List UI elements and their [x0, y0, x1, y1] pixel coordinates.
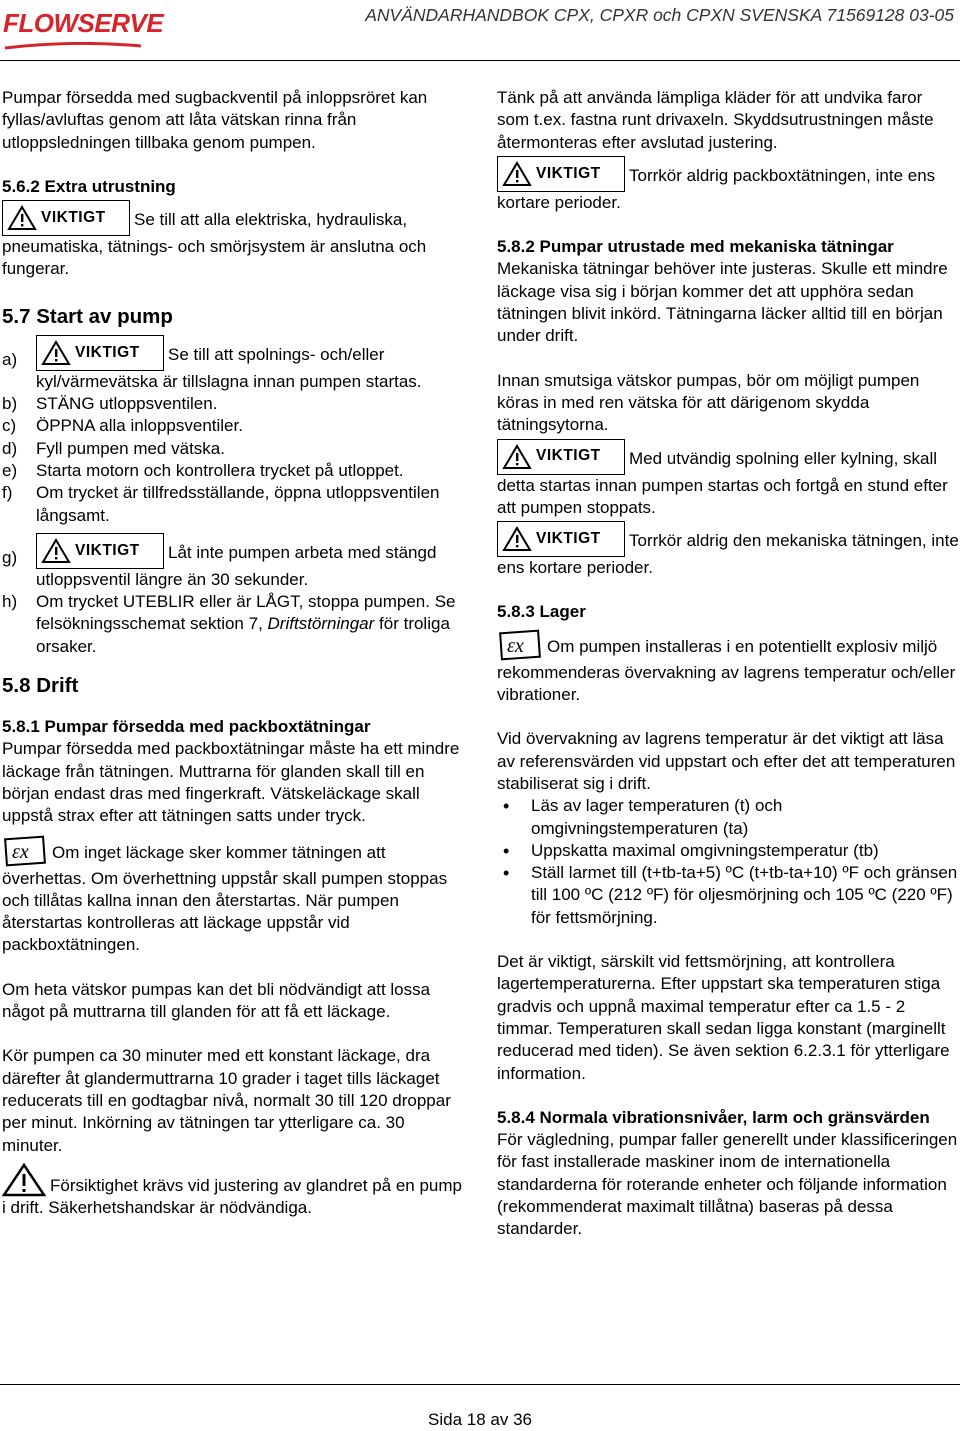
- explosion-ex-icon: [2, 834, 48, 868]
- ex-notice: [497, 628, 959, 707]
- logo-swoosh-icon: [3, 42, 143, 52]
- notice-text: Försiktighet krävs vid justering av glandret på en pump i drift. Säkerhetshandskar är nödvändiga.: [2, 1175, 462, 1218]
- list-item: • Ställ larmet till (t+tb-ta+5) ºC (t+tb-ta+10) ºF och gränsen till 100 ºC (212 ºF) för oljesmörjning och 105 ºC (220 ºF) för fettsmörjning.: [497, 862, 959, 929]
- left-column: [2, 87, 464, 1219]
- viktigt-badge: [36, 533, 164, 569]
- paragraph: Det är viktigt, särskilt vid fettsmörjning, att kontrollera lagertemperaturerna. Efter uppstart ska temperaturen stiga gradvis och uppnå maximal temperatur efter ca 1.5 - 2 timmar. Temperaturen skall sedan ligga konstant (marginellt reducerad med tiden). Se även sektion 6.2.3.1 för ytterligare information.: [497, 952, 950, 1083]
- paragraph: Innan smutsiga vätskor pumpas, bör om möjligt pumpen köras in med ren vätska för att därigenom skydda tätningsytorna.: [497, 370, 920, 435]
- list-item: [2, 482, 464, 527]
- list-item: [2, 438, 464, 460]
- warning-triangle-icon: [502, 161, 532, 187]
- section-heading-5-8-1: 5.8.1 Pumpar försedda med packboxtätningar: [2, 717, 371, 737]
- list-item: [2, 393, 464, 415]
- list-item-text: Låt inte pumpen arbeta med stängd utloppsventil längre än 30 sekunder.: [36, 542, 437, 589]
- paragraph: Tänk på att använda lämpliga kläder för att undvika faror som t.ex. fastna runt drivaxeln. Skyddsutrustningen måste återmonteras efter avslutad justering.: [497, 88, 934, 152]
- section-heading-5-7: 5.7 Start av pump: [2, 304, 173, 328]
- viktigt-label: VIKTIGT: [536, 530, 601, 547]
- viktigt-notice: [497, 439, 959, 520]
- warning-triangle-icon: [502, 444, 532, 470]
- svg-text:εx: εx: [507, 634, 524, 657]
- list-item: [2, 591, 464, 658]
- viktigt-label: VIKTIGT: [75, 541, 140, 559]
- header-divider: [0, 60, 960, 61]
- viktigt-badge: [2, 200, 130, 236]
- paragraph: Pumpar försedda med packboxtätningar måste ha ett mindre läckage från tätningen. Muttrarna för glanden skall till en början endast dras med fingerkraft. Vätskeläckage skall uppstå strax efter att tätningen satts under tryck.: [2, 739, 460, 826]
- flowserve-logo: [3, 4, 164, 54]
- list-marker: f): [2, 483, 13, 503]
- list-item-text: Starta motorn och kontrollera trycket på utloppet.: [36, 460, 404, 480]
- viktigt-badge: [497, 521, 625, 557]
- warning-triangle-icon: [502, 526, 532, 552]
- list-marker: c): [2, 416, 17, 436]
- viktigt-badge: [497, 439, 625, 475]
- section-heading-5-6-2: 5.6.2 Extra utrustning: [2, 176, 176, 196]
- list-marker: e): [2, 460, 18, 480]
- document-title: ANVÄNDARHANDBOK CPX, CPXR och CPXN SVENSKA 71569128 03-05: [365, 5, 954, 25]
- page-footer: [0, 1384, 960, 1429]
- warning-triangle-icon: [7, 205, 37, 231]
- paragraph: Mekaniska tätningar behöver inte justeras. Skulle ett mindre läckage visa sig i början kommer det att upphöra sedan tätningen blivit inkörd. Tätningarna läcker alltid till en början under drift.: [497, 259, 948, 346]
- paragraph: För vägledning, pumpar faller generellt under klassificeringen för fast installerade maskiner inom de internationella standarderna för roterande enheter och följande information (rekommenderat maximalt tillåtna) baseras på dessa standarder.: [497, 1130, 958, 1239]
- logo-text: FLOWSERVE: [3, 8, 164, 38]
- list-item: • Läs av lager temperaturen (t) och omgivningstemperaturen (ta): [497, 795, 959, 840]
- section-heading-5-8: 5.8 Drift: [2, 674, 79, 698]
- list-item: • Uppskatta maximal omgivningstemperatur (tb): [497, 840, 959, 862]
- viktigt-badge: [497, 156, 625, 192]
- list-item-text: för troliga orsaker.: [36, 614, 450, 656]
- start-steps-list: [2, 335, 464, 658]
- viktigt-label: VIKTIGT: [75, 343, 140, 361]
- list-item: [2, 533, 464, 591]
- svg-text:εx: εx: [12, 840, 29, 863]
- paragraph: Pumpar försedda med sugbackventil på inloppsröret kan fyllas/avluftas genom att låta vätskan rinna från utloppsledningen tillbaka genom pumpen.: [2, 88, 428, 152]
- viktigt-badge: [36, 335, 164, 371]
- bullet-list: [497, 795, 959, 929]
- warning-triangle-icon: [41, 538, 71, 564]
- list-marker: a): [2, 349, 18, 369]
- warning-notice: [2, 1163, 464, 1220]
- notice-text: Om pumpen installeras i en potentiellt explosiv miljö rekommenderas övervakning av lagrens temperatur och/eller vibrationer.: [497, 636, 956, 705]
- right-column: [497, 87, 959, 1241]
- list-item-text: Om trycket UTEBLIR eller är LÅGT, stoppa pumpen. Se felsökningsschemat sektion 7,: [36, 592, 456, 634]
- footer-divider: [0, 1384, 960, 1385]
- list-item: [2, 335, 464, 393]
- paragraph: Kör pumpen ca 30 minuter med ett konstant läckage, dra därefter åt glandermuttrarna 10 grader i taget tills läckaget reducerats till en godtagbar nivå, normalt 30 till 120 droppar per minut. Inkörning av tätningen tar ytterligare ca. 30 minuter.: [2, 1046, 451, 1155]
- notice-text: Torrkör aldrig den mekaniska tätningen, inte ens kortare perioder.: [497, 531, 959, 578]
- list-item: [2, 415, 464, 437]
- viktigt-notice: [2, 200, 464, 281]
- paragraph: Om heta vätskor pumpas kan det bli nödvändigt att lossa något på muttrarna till glanden för att få ett läckage.: [2, 979, 431, 1022]
- warning-triangle-icon: [2, 1163, 46, 1197]
- notice-text: Om inget läckage sker kommer tätningen att överhettas. Om överhettning uppstår skall pumpen stoppas och tillåtas kallna innan den återstartas. När pumpen återstartas kontrolleras att läckage uppstår vid packboxtätningen.: [2, 842, 448, 955]
- viktigt-label: VIKTIGT: [536, 164, 601, 182]
- list-item: [2, 460, 464, 482]
- list-item-text: STÄNG utloppsventilen.: [36, 394, 218, 414]
- section-heading-5-8-2: 5.8.2 Pumpar utrustade med mekaniska tätningar: [497, 237, 894, 257]
- list-item-text: ÖPPNA alla inloppsventiler.: [36, 416, 243, 436]
- list-marker: b): [2, 394, 18, 414]
- section-heading-5-8-4: 5.8.4 Normala vibrationsnivåer, larm och gränsvärden: [497, 1107, 930, 1127]
- page-number: Sida 18 av 36: [428, 1410, 532, 1429]
- list-marker: g): [2, 547, 18, 567]
- section-heading-5-8-3: 5.8.3 Lager: [497, 602, 586, 622]
- notice-text: Se till att alla elektriska, hydrauliska, pneumatiska, tätnings- och smörjsystem är anslutna och fungerar.: [2, 210, 427, 279]
- viktigt-notice: [497, 521, 959, 579]
- warning-triangle-icon: [41, 340, 71, 366]
- page-header: [0, 0, 960, 62]
- list-item-text: Om trycket är tillfredsställande, öppna utloppsventilen långsamt.: [36, 483, 440, 525]
- viktigt-notice: [497, 156, 959, 214]
- ex-notice: [2, 834, 464, 957]
- notice-text: Torrkör aldrig packboxtätningen, inte ens kortare perioder.: [497, 165, 936, 212]
- list-item-text: Se till att spolnings- och/eller kyl/värmevätska är tillslagna innan pumpen startas.: [36, 344, 422, 391]
- viktigt-label: VIKTIGT: [536, 447, 601, 465]
- list-marker: d): [2, 438, 18, 458]
- explosion-ex-icon: [497, 628, 543, 662]
- viktigt-label: VIKTIGT: [41, 209, 106, 227]
- paragraph: Vid övervakning av lagrens temperatur är det viktigt att läsa av referensvärden vid uppstart och efter det att temperaturen stabiliserat sig i drift.: [497, 729, 956, 793]
- italic-reference: Driftstörningar: [267, 614, 375, 634]
- list-marker: h): [2, 592, 18, 612]
- notice-text: Med utvändig spolning eller kylning, skall detta startas innan pumpen startas och fortgå en stund efter att pumpen stoppats.: [497, 448, 948, 517]
- list-item-text: Fyll pumpen med vätska.: [36, 438, 225, 458]
